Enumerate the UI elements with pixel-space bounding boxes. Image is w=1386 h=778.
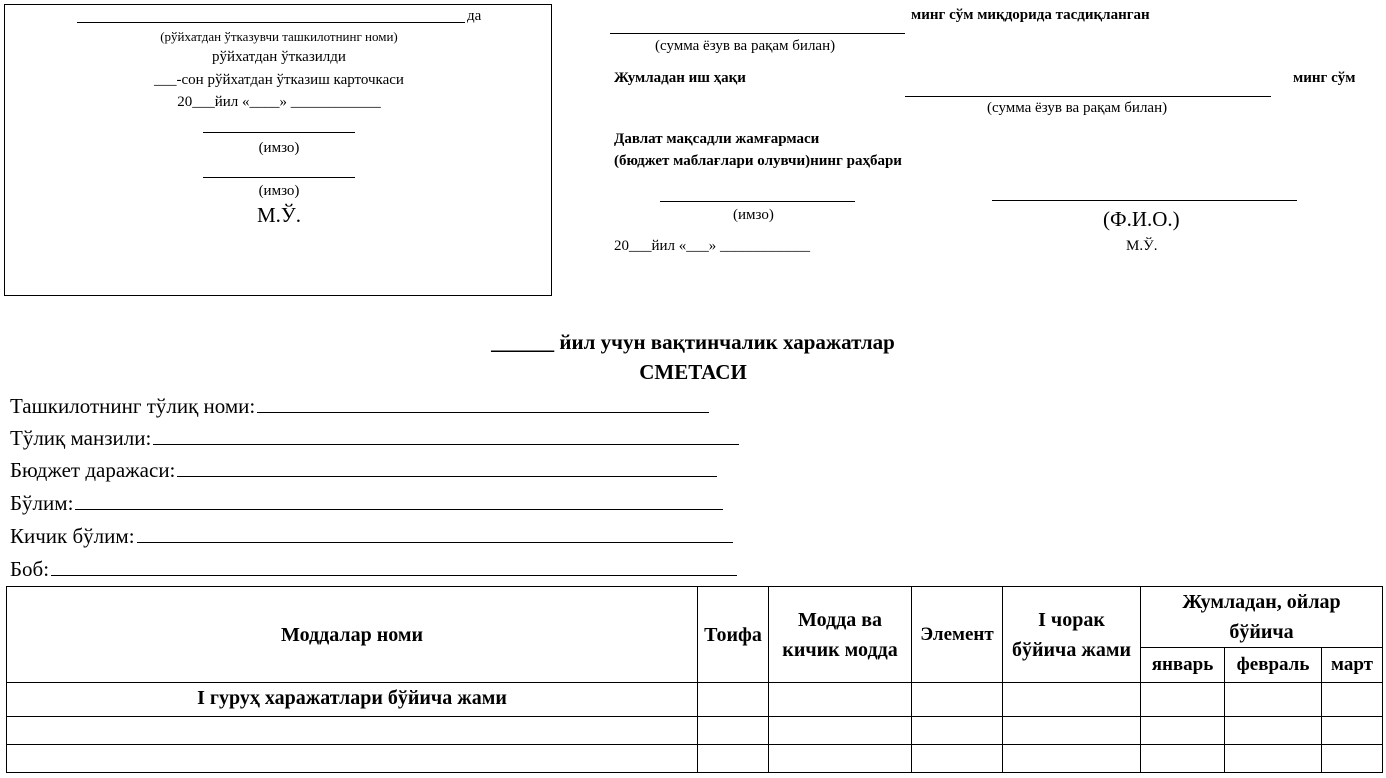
field-section: [10, 491, 723, 516]
table-row: [7, 745, 1383, 773]
amount-caption: (сумма ёзув ва рақам билан): [655, 38, 836, 54]
table-cell: [1225, 745, 1322, 773]
signature-caption-1: (имзо): [258, 140, 300, 156]
fill-line: [153, 428, 739, 445]
field-chapter: [10, 557, 737, 582]
field-subsection: [10, 524, 733, 549]
registration-date: 20___йил «____» ____________: [177, 94, 381, 110]
group-total-label: I гуруҳ харажатлари бўйича жами: [7, 683, 698, 717]
table-cell: [912, 717, 1003, 745]
header-quarter: [1003, 587, 1141, 683]
fill-line: [51, 559, 737, 576]
amount-line: [610, 33, 905, 34]
table-cell: [1003, 683, 1141, 717]
table-cell: [1322, 745, 1383, 773]
table-cell: [769, 683, 912, 717]
field-budget-level: [10, 458, 717, 483]
header-january: январь: [1141, 648, 1225, 683]
field-label: Ташкилотнинг тўлиқ номи:: [10, 394, 256, 418]
table-cell: [769, 745, 912, 773]
head-title-line1: Давлат мақсадли жамғармаси: [614, 131, 820, 147]
table-cell: [1141, 745, 1225, 773]
head-signature-line: [660, 201, 855, 202]
field-label: Тўлиқ манзили:: [10, 426, 152, 450]
table-cell: [1225, 683, 1322, 717]
table-cell: [1141, 683, 1225, 717]
estimate-title: ______ йил учун вақтинчалик харажатлар: [491, 330, 895, 354]
table-cell: [698, 745, 769, 773]
salary-caption: (сумма ёзув ва рақам билан): [987, 100, 1168, 116]
salary-unit: минг сўм: [1293, 70, 1356, 86]
field-org-name: [10, 394, 709, 419]
registration-box: [4, 4, 552, 296]
table-cell: [7, 717, 698, 745]
org-suffix: да: [467, 8, 482, 24]
head-title-line2: (бюджет маблағлари олувчи)нинг раҳбари: [614, 153, 902, 169]
approval-seal: М.Ў.: [1126, 238, 1158, 254]
card-number-text: ___-сон рўйхатдан ўтказиш карточкаси: [154, 72, 404, 88]
estimate-table: [6, 586, 1383, 773]
table-cell: [1322, 717, 1383, 745]
org-caption: (рўйхатдан ўтказувчи ташкилотнинг номи): [160, 29, 398, 44]
header-article: [769, 587, 912, 683]
table-row: [7, 717, 1383, 745]
table-cell: [769, 717, 912, 745]
header-article-line2: кичик модда: [782, 638, 898, 661]
header-months-line1: Жумладан, ойлар: [1182, 591, 1341, 613]
header-quarter-line1: I чорак: [1038, 608, 1105, 631]
salary-label: Жумладан иш ҳақи: [614, 70, 746, 86]
header-article-line1: Модда ва: [797, 608, 883, 631]
field-label: Бюджет даражаси:: [10, 458, 176, 482]
table-cell: [1225, 717, 1322, 745]
table-cell: [912, 745, 1003, 773]
table-cell: [1003, 717, 1141, 745]
table-row: [7, 683, 1383, 717]
header-element: Элемент: [912, 587, 1003, 683]
fio-line: [992, 200, 1297, 201]
registered-text: рўйхатдан ўтказилди: [212, 49, 346, 65]
estimate-title-smeta: СМЕТАСИ: [639, 360, 747, 384]
header-category: Тоифа: [698, 587, 769, 683]
header-months-line2: бўйича: [1229, 621, 1294, 643]
amount-label: минг сўм миқдорида тасдиқланган: [911, 7, 1150, 23]
table-cell: [698, 717, 769, 745]
field-label: Кичик бўлим:: [10, 524, 135, 548]
table-cell: [7, 745, 698, 773]
header-months: [1141, 587, 1383, 648]
head-signature-caption: (имзо): [733, 207, 774, 223]
fill-line: [177, 460, 717, 477]
field-label: Боб:: [10, 557, 50, 581]
salary-line: [905, 96, 1271, 97]
fill-line: [137, 526, 733, 543]
signature-line-2: [203, 177, 355, 178]
fill-line: [257, 396, 709, 413]
header-february: февраль: [1225, 648, 1322, 683]
table-cell: [1141, 717, 1225, 745]
approval-date: 20___йил «___» ____________: [614, 238, 811, 254]
org-name-line: [77, 22, 465, 23]
table-cell: [698, 683, 769, 717]
header-march: март: [1322, 648, 1383, 683]
field-address: [10, 426, 739, 451]
signature-caption-2: (имзо): [258, 183, 300, 199]
field-label: Бўлим:: [10, 491, 74, 515]
header-quarter-line2: бўйича жами: [1012, 638, 1131, 661]
table-cell: [912, 683, 1003, 717]
header-item-name: Моддалар номи: [7, 587, 698, 683]
fio-caption: (Ф.И.О.): [1103, 207, 1180, 231]
table-cell: [1322, 683, 1383, 717]
table-cell: [1003, 745, 1141, 773]
fill-line: [75, 493, 723, 510]
signature-line-1: [203, 132, 355, 133]
seal-text: М.Ў.: [256, 203, 302, 227]
